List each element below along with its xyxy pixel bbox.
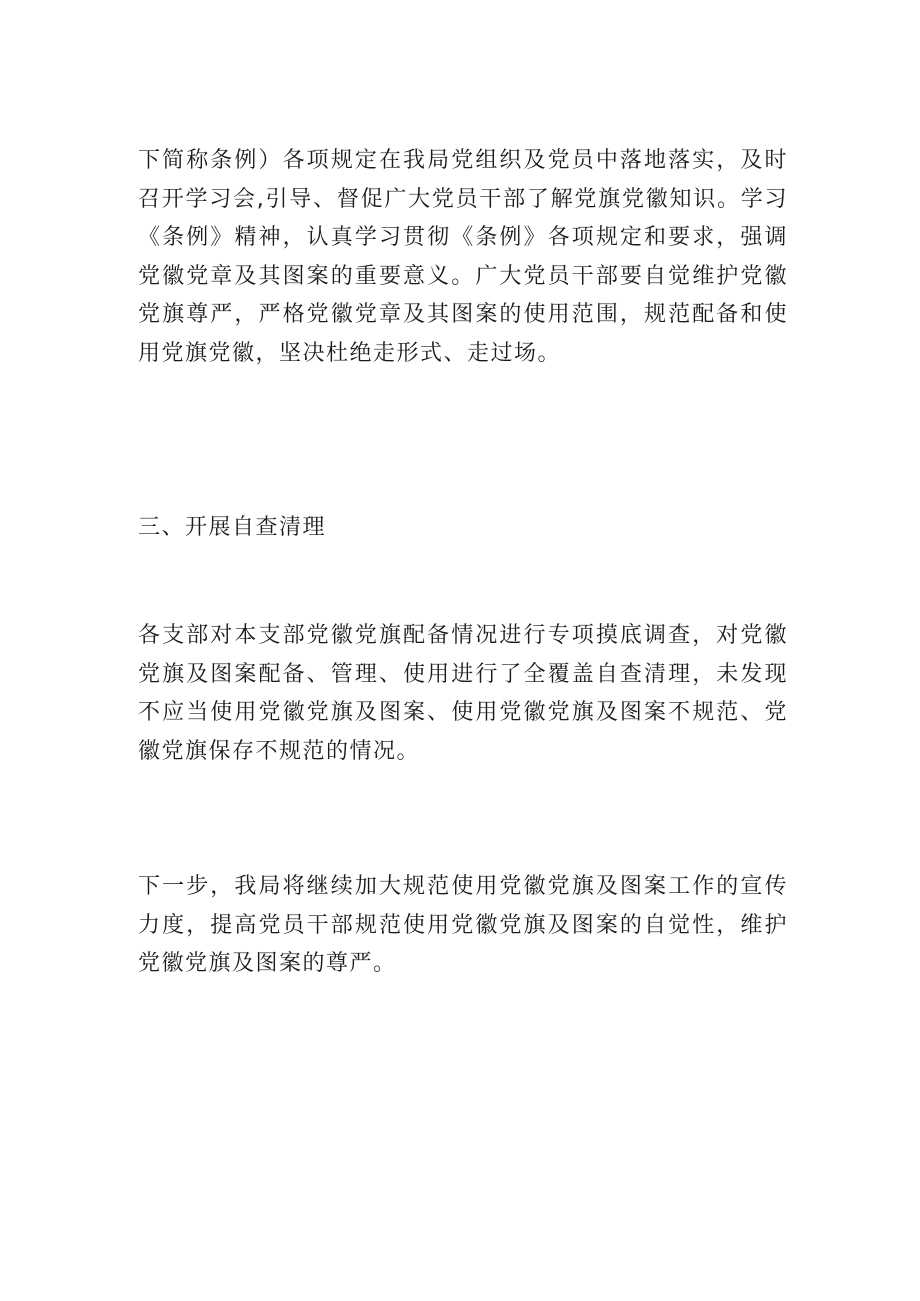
body-paragraph: 下简称条例）各项规定在我局党组织及党员中落地落实，及时召开学习会,引导、督促广大党员干部了解党旗党徽知识。学习《条例》精神，认真学习贯彻《条例》各项规定和要求，强调党徽党章及其图案的重要意义。广大党员干部要自觉维护党徽党旗尊严，严格党徽党章及其图案的使用范围，规范配备和使用党旗党徽，坚决杜绝走形式、走过场。 [138,148,788,366]
body-paragraph: 各支部对本支部党徽党旗配备情况进行专项摸底调查，对党徽党旗及图案配备、管理、使用进行了全覆盖自查清理，未发现不应当使用党徽党旗及图案、使用党徽党旗及图案不规范、党徽党旗保存不规范的情况。 [138,623,788,764]
section-heading: 三、开展自查清理 [138,515,327,540]
body-paragraph: 下一步，我局将继续加大规范使用党徽党旗及图案工作的宣传力度，提高党员干部规范使用党徽党旗及图案的自觉性，维护党徽党旗及图案的尊严。 [138,874,788,976]
